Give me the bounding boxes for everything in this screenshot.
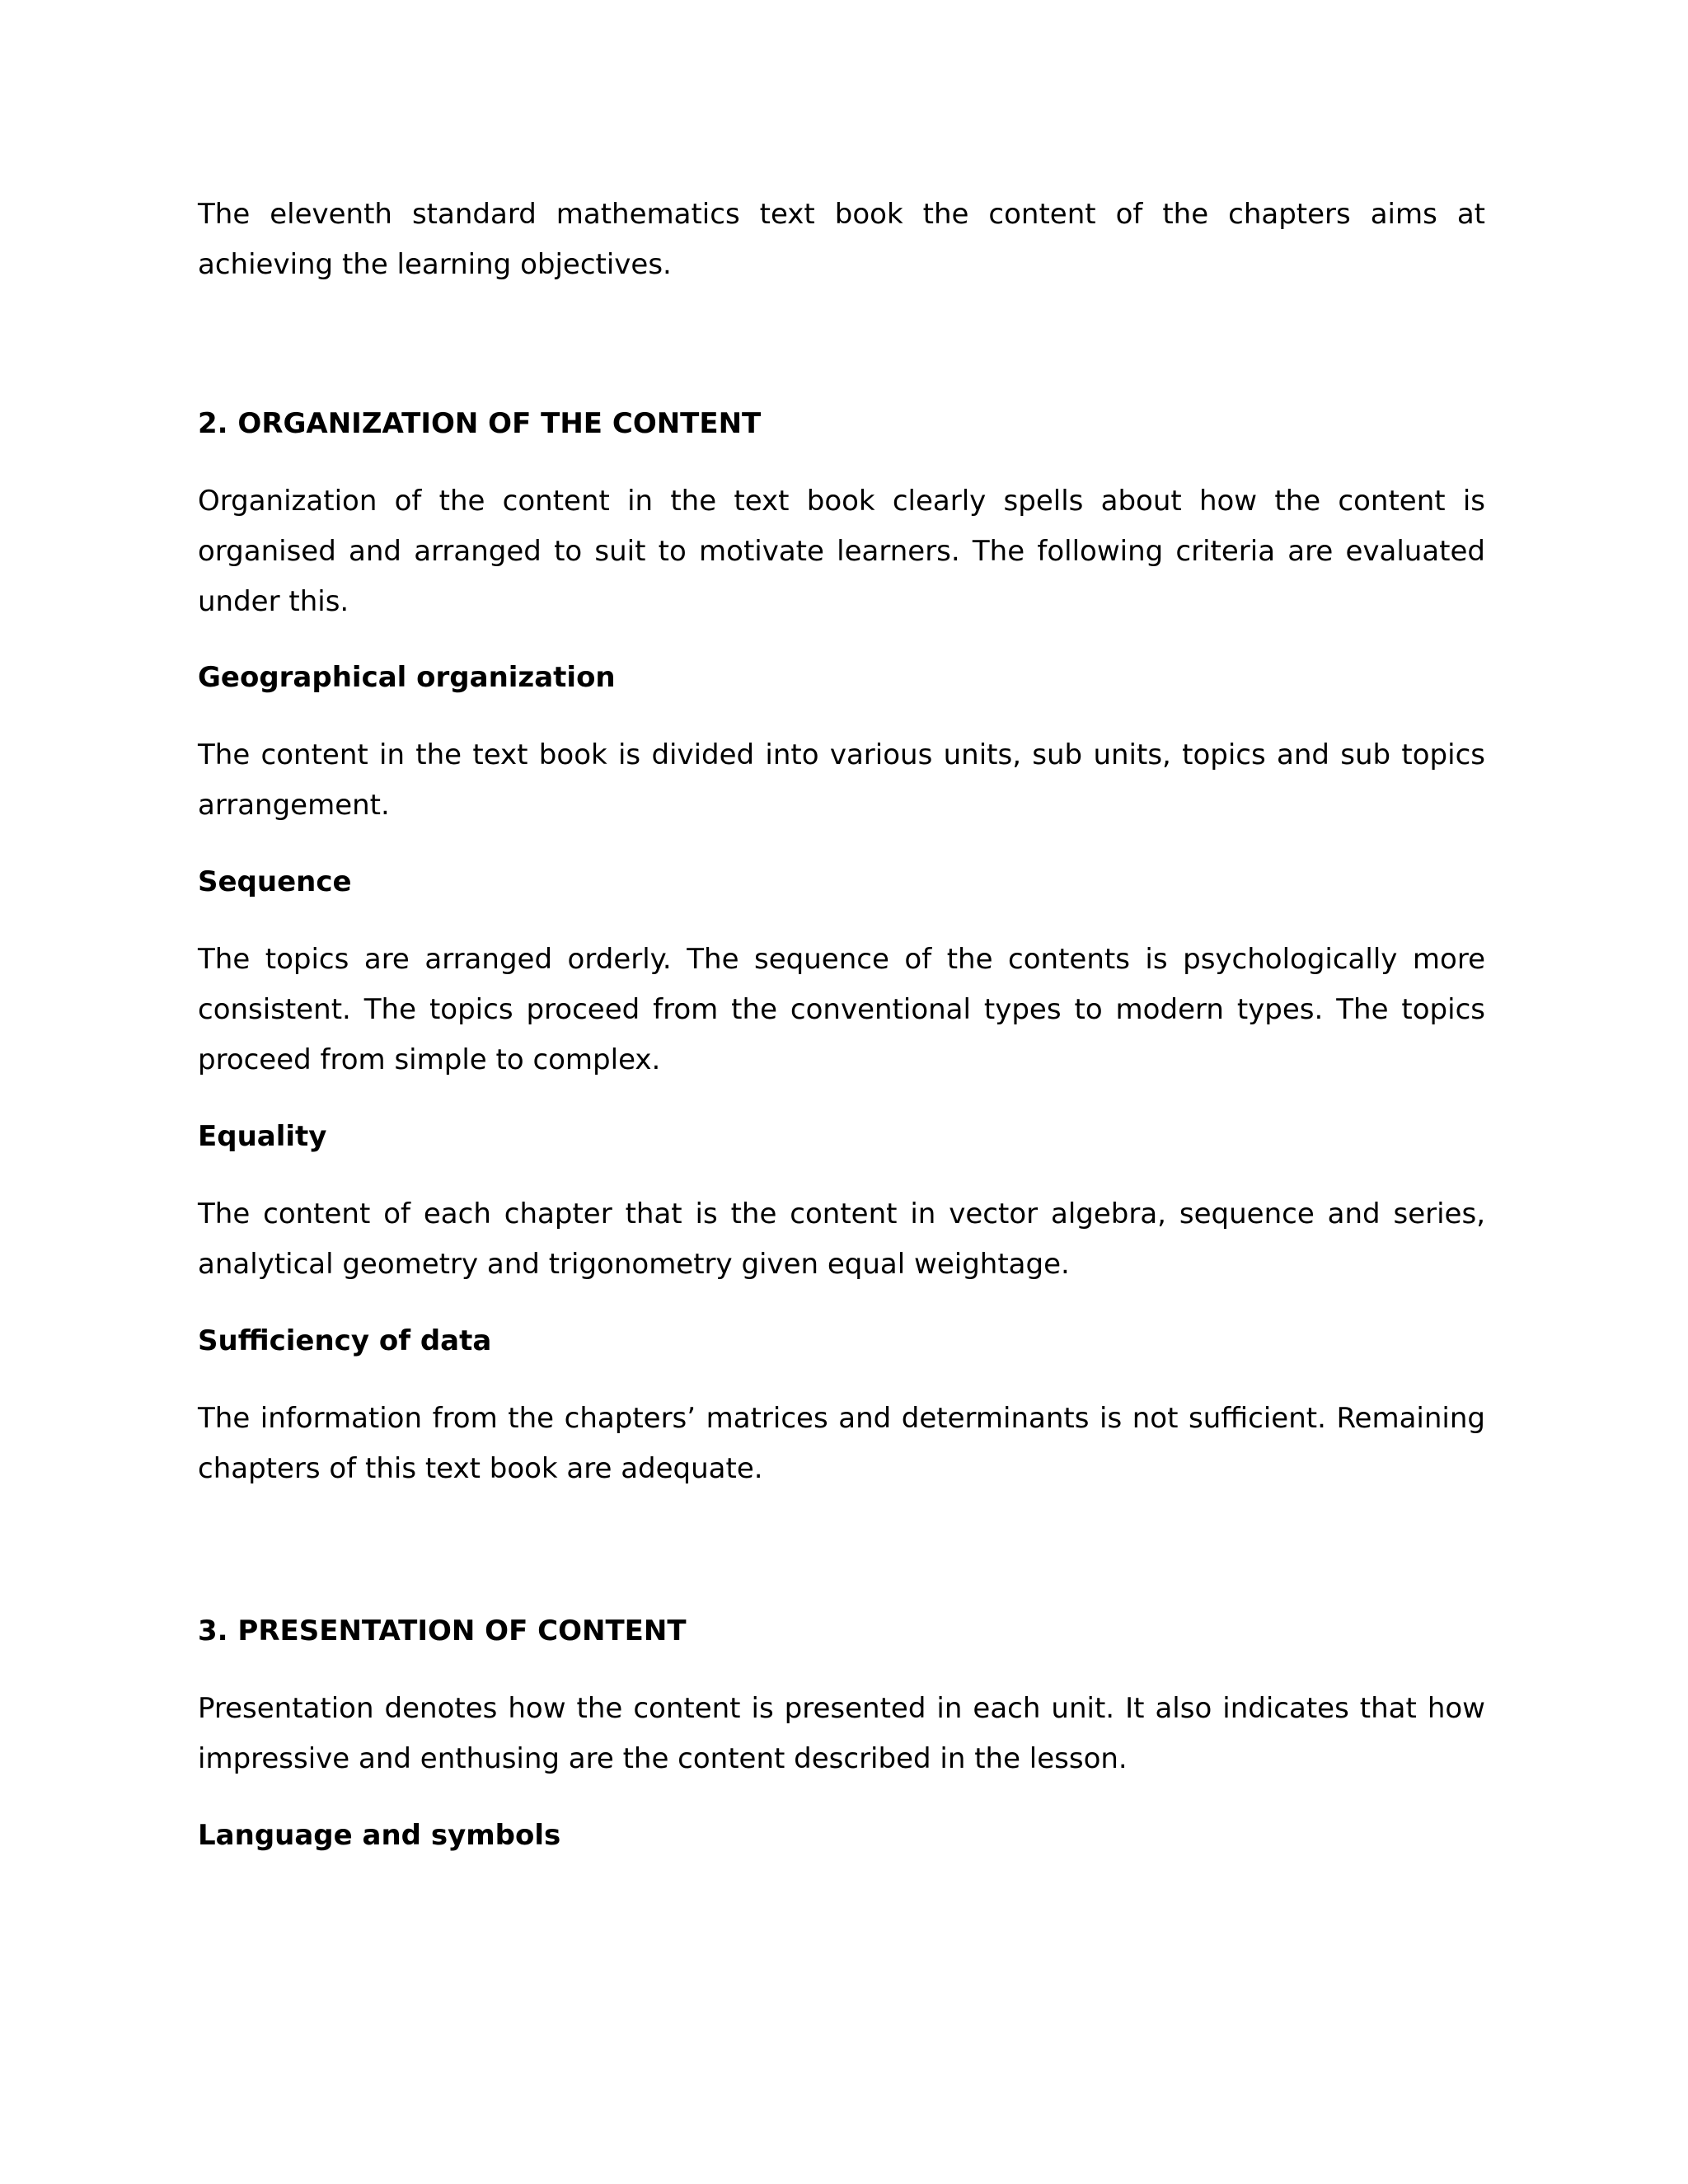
document-page: [198, 0, 1485, 2184]
section-3-intro-paragraph: Presentation denotes how the content is presented in each unit. It also indicates that how impressive and enthusing are the content described in the lesson.: [198, 1692, 1485, 1775]
section-2-heading: 2. ORGANIZATION OF THE CONTENT: [198, 407, 762, 440]
language-and-symbols-heading: Language and symbols: [198, 1819, 561, 1852]
geographical-organization-heading: Geographical organization: [198, 661, 616, 694]
sequence-heading: Sequence: [198, 865, 352, 898]
sequence-paragraph: The topics are arranged orderly. The sequence of the contents is psychologically more consistent. The topics proceed from the conventional types to modern types. The topics proceed from simple to complex.: [198, 943, 1485, 1076]
section-2-intro-paragraph: Organization of the content in the text book clearly spells about how the content is organised and arranged to suit to motivate learners. The following criteria are evaluated under this.: [198, 485, 1485, 618]
geographical-organization-paragraph: The content in the text book is divided into various units, sub units, topics and sub topics arrangement.: [198, 738, 1485, 822]
equality-heading: Equality: [198, 1120, 327, 1153]
sufficiency-of-data-heading: Sufficiency of data: [198, 1324, 492, 1357]
intro-paragraph: The eleventh standard mathematics text book the content of the chapters aims at achieving the learning objectives.: [198, 198, 1485, 281]
equality-paragraph: The content of each chapter that is the content in vector algebra, sequence and series, analytical geometry and trigonometry given equal weightage.: [198, 1197, 1485, 1281]
sufficiency-of-data-paragraph: The information from the chapters’ matrices and determinants is not sufficient. Remaining chapters of this text book are adequate.: [198, 1402, 1485, 1485]
section-3-heading: 3. PRESENTATION OF CONTENT: [198, 1615, 687, 1647]
